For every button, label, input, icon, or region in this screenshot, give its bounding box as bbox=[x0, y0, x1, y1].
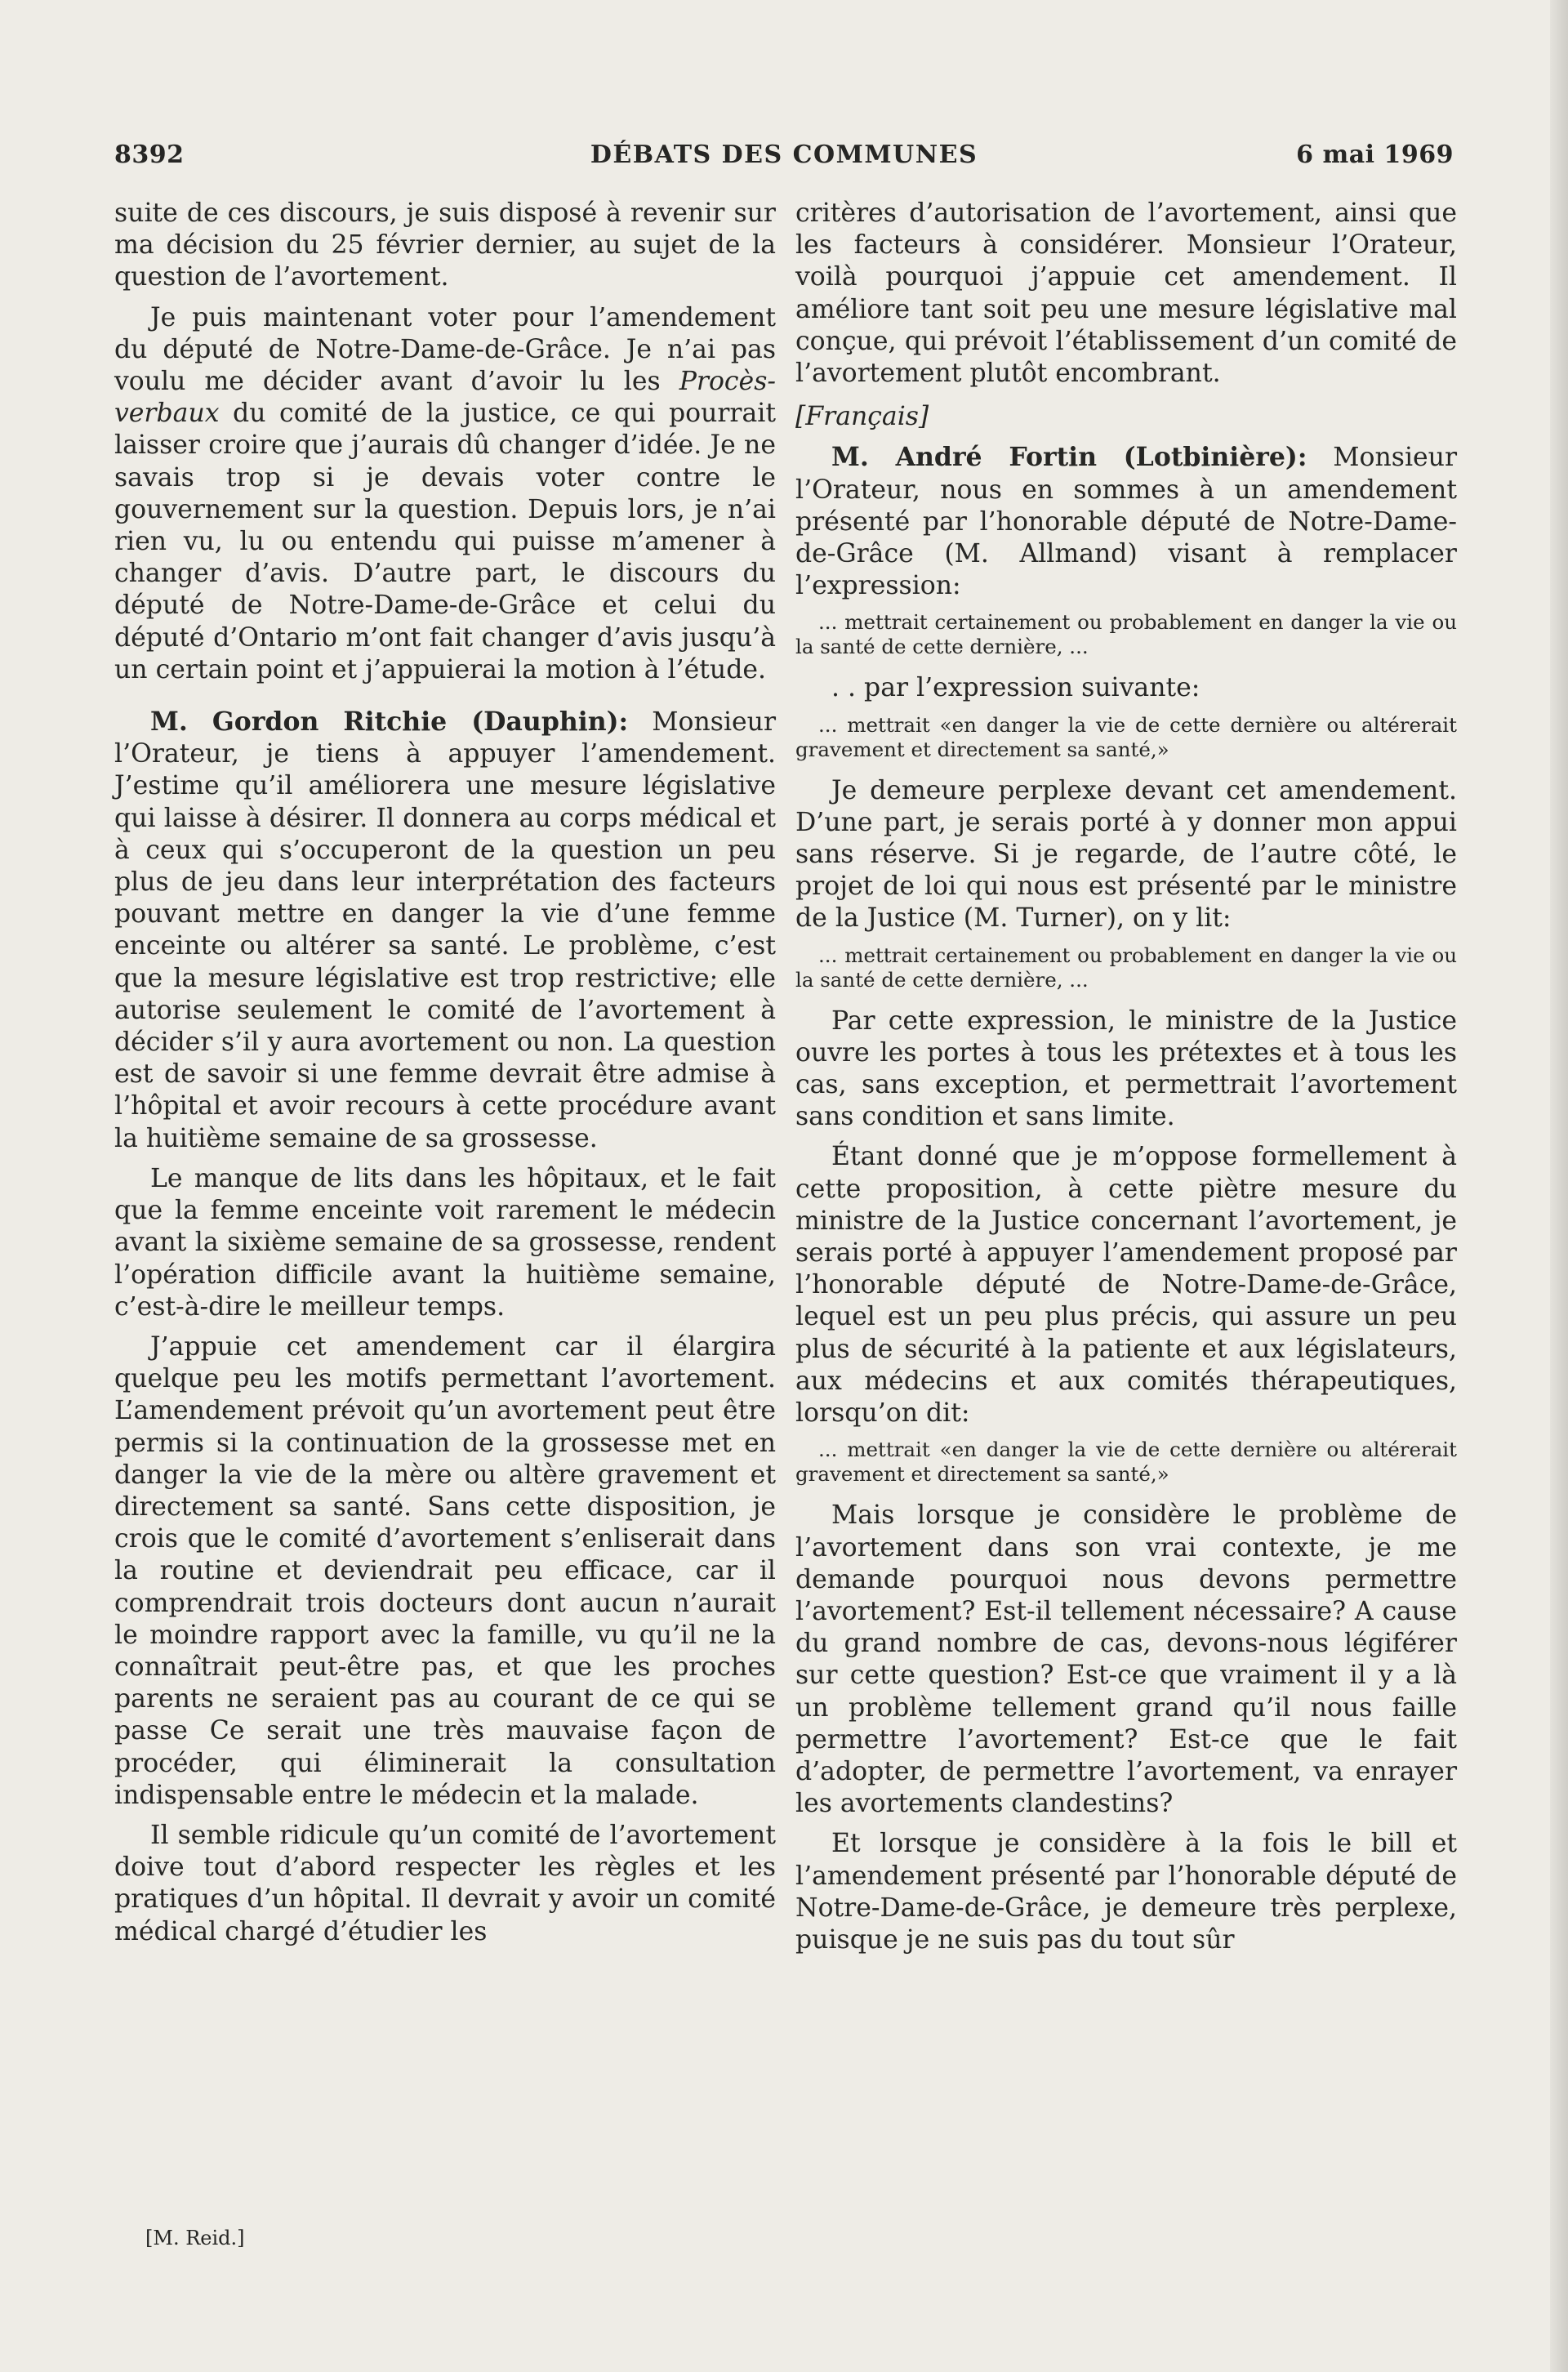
paragraph: Le manque de lits dans les hôpitaux, et le fait que la femme enceinte voit rarement le médecin avant la sixième semaine de sa grossesse, rendent l’opération difficile avant la huitième semaine, c’est-à-dire le meilleur temps. bbox=[114, 1163, 776, 1322]
speech-paragraph bbox=[114, 706, 776, 1155]
block-quote: ... mettrait «en danger la vie de cette dernière ou altérerait gravement et directement sa santé,» bbox=[795, 712, 1457, 761]
page-number: 8392 bbox=[114, 140, 185, 169]
block-quote: ... mettrait certainement ou probablement en danger la vie ou la santé de cette dernière, ... bbox=[795, 610, 1457, 659]
paragraph: Je demeure perplexe devant cet amendement. D’une part, je serais porté à y donner mon appui sans réserve. Si je regarde, de l’autre côté, le projet de loi qui nous est présenté par le ministre de la Justice (M. Turner), on y lit: bbox=[795, 775, 1457, 934]
page-header bbox=[114, 140, 1454, 173]
paragraph: Mais lorsque je considère le problème de l’avortement dans son vrai contexte, je me demande pourquoi nous devons permettre l’avortement? Est-il tellement nécessaire? A cause du grand nombre de cas, devons-nous légiférer sur cette question? Est-ce que vraiment il y a là un problème tellement grand qu’il nous faille permettre l’avortement? Est-ce que le fait d’adopter, de permettre l’avortement, va enrayer les avortements clandestins? bbox=[795, 1500, 1457, 1819]
paragraph: Et lorsque je considère à la fois le bill et l’amendement présenté par l’honorable député de Notre-Dame-de-Grâce, je demeure très perplexe, puisque je ne suis pas du tout sûr bbox=[795, 1829, 1457, 1955]
lead-in-line: . . par l’expression suivante: bbox=[831, 673, 1200, 703]
issue-date: 6 mai 1969 bbox=[1296, 140, 1454, 169]
paragraph: critères d’autorisation de l’avortement, ainsi que les facteurs à considérer. Monsieur l’Orateur, voilà pourquoi j’appuie cet amendement. Il améliore tant soit peu une mesure législative mal conçue, qui prévoit l’établissement d’un comité de l’avortement plutôt encombrant. bbox=[795, 198, 1457, 389]
paragraph: Étant donné que je m’oppose formellement à cette proposition, à cette piètre mesure du ministre de la Justice concernant l’avortement, je serais porté à appuyer l’amendement proposé par l’honorable député de Notre-Dame-de-Grâce, lequel est un peu plus précis, qui assure un peu plus de sécurité à la patiente et aux législateurs, aux médecins et aux comités thérapeutiques, lorsqu’on dit: bbox=[795, 1142, 1457, 1429]
paragraph: suite de ces discours, je suis disposé à revenir sur ma décision du 25 février dernier, au sujet de la question de l’avortement. bbox=[114, 198, 776, 292]
text-run: Je puis maintenant voter pour l’amendement du député de Notre-Dame-de-Grâce. Je n’ai pas voulu me décider avant d’avoir lu les bbox=[114, 302, 776, 397]
journal-title: DÉBATS DES COMMUNES bbox=[590, 140, 978, 169]
speaker-reference: [M. Reid.] bbox=[145, 2227, 245, 2249]
speaker-name: M. André Fortin (Lotbinière): bbox=[831, 442, 1307, 473]
speaker-name: M. Gordon Ritchie (Dauphin): bbox=[150, 707, 629, 738]
paragraph: Il semble ridicule qu’un comité de l’avortement doive tout d’abord respecter les règles et les pratiques d’un hôpital. Il devrait y avoir un comité médical chargé d’étudier les bbox=[114, 1820, 776, 1946]
block-quote: ... mettrait «en danger la vie de cette dernière ou altérerait gravement et directement sa santé,» bbox=[795, 1438, 1457, 1487]
speech-paragraph bbox=[795, 441, 1457, 602]
paragraph: J’appuie cet amendement car il élargira quelque peu les motifs permettant l’avortement. L’amendement prévoit qu’un avortement peut être permis si la continuation de la grossesse met en danger la vie de la mère ou altère gravement et directement sa santé. Sans cette disposition, je crois que le comité d’avortement s’enliserait dans la routine et deviendrait peu efficace, car il comprendrait trois docteurs dont aucun n’aurait le moindre rapport avec la famille, vu qu’il ne la connaîtrait peut-être pas, et que les proches parents ne seraient pas au courant de ce qui se passe Ce serait une très mauvaise façon de procéder, qui éliminerait la consultation indispensable entre le médecin et la malade. bbox=[114, 1331, 776, 1810]
right-column bbox=[795, 198, 1457, 1964]
language-tag-text: [Français] bbox=[795, 402, 929, 432]
page-edge-shadow bbox=[1550, 0, 1568, 2372]
left-column bbox=[114, 198, 776, 1956]
block-quote: ... mettrait certainement ou probablement en danger la vie ou la santé de cette dernière, ... bbox=[795, 943, 1457, 992]
paragraph bbox=[114, 302, 776, 686]
paragraph: Par cette expression, le ministre de la Justice ouvre les portes à tous les prétextes et à tous les cas, sans exception, et permettrait l’avortement sans condition et sans limite. bbox=[795, 1005, 1457, 1132]
text-run: Monsieur l’Orateur, je tiens à appuyer l’amendement. J’estime qu’il améliorera une mesure législative qui laisse à désirer. Il donnera au corps médical et à ceux qui s’occuperont de la question un peu plus de jeu dans leur interprétation des facteurs pouvant mettre en danger la vie d’une femme enceinte ou altérer sa santé. Le problème, c’est que la mesure législative est trop restrictive; elle autorise seulement le comité de l’avortement à décider s’il y aura avortement ou non. La question est de savoir si une femme devrait être admise à l’hôpital et avoir recours à cette procédure avant la huitième semaine de sa grossesse. bbox=[114, 707, 777, 1153]
text-run: du comité de la justice, ce qui pourrait laisser croire que j’aurais dû changer d’idée. Je ne savais trop si je devais voter contre le gouvernement sur la question. Depuis lors, je n’ai rien vu, lu ou entendu qui puisse m’amener à changer d’avis. D’autre part, le discours du député de Notre-Dame-de-Grâce et celui du député d’Ontario m’ont fait changer d’avis jusqu’à un certain point et j’appuierai la motion à l’étude. bbox=[114, 399, 776, 684]
text-run: Monsieur l’Orateur, nous en sommes à un amendement présenté par l’honorable député de Notre-Dame-de-Grâce (M. Allmand) visant à remplacer l’expression: bbox=[795, 443, 1458, 601]
language-tag bbox=[795, 401, 1457, 433]
document-title-italic: Procès-verbaux bbox=[114, 367, 776, 429]
